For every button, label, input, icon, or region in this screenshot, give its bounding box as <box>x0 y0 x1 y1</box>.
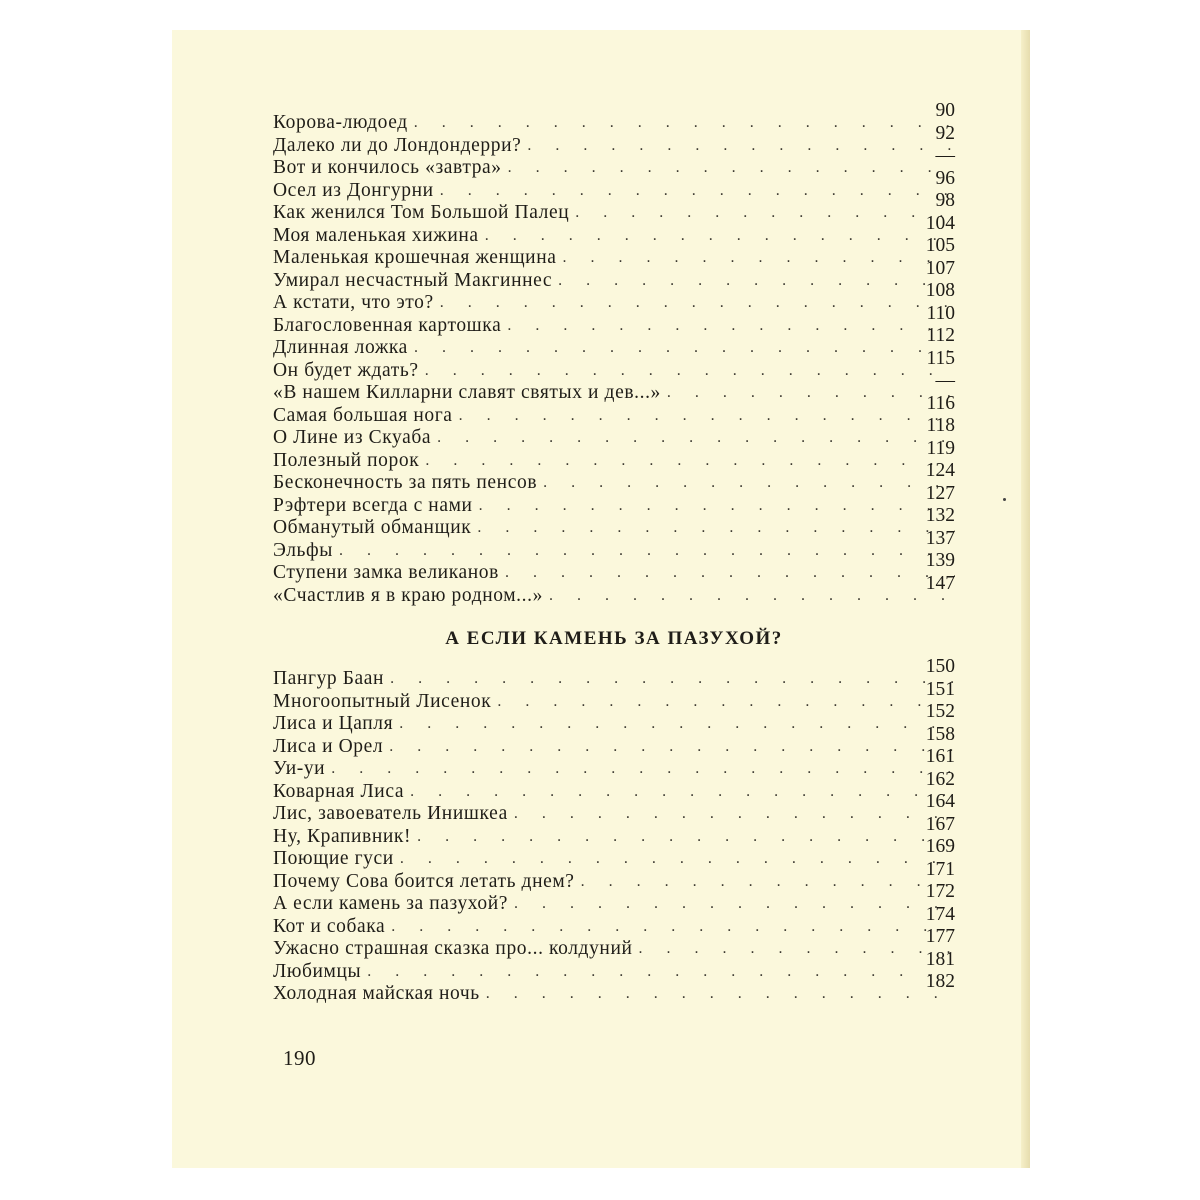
toc-entry-page: 161 <box>925 746 955 767</box>
toc-entry-title: Ну, Крапивник! <box>273 825 412 847</box>
toc-entry-page: 107 <box>925 257 955 279</box>
toc-entry-page: 162 <box>925 768 955 790</box>
dot-leader <box>410 781 955 804</box>
toc-entry-title: Самая большая нога <box>273 404 453 426</box>
toc-entry-page: 182 <box>925 971 955 992</box>
toc-entry-title: Лиса и Орел <box>273 735 384 757</box>
toc-entry-page: 112 <box>926 325 955 346</box>
dot-leader <box>390 668 955 691</box>
toc-entry-title: «В нашем Килларни славят святых и дев...» <box>273 382 661 403</box>
toc-entry-title: Полезный порок <box>273 449 420 471</box>
toc-entry-title: Далеко ли до Лондондерри? <box>273 134 522 156</box>
dot-leader <box>414 112 955 135</box>
toc-entry <box>273 656 955 691</box>
dot-leader <box>543 472 955 495</box>
toc-entry-page: 98 <box>935 190 955 211</box>
toc-entry-page: 169 <box>925 836 955 857</box>
toc-entry-page: 108 <box>925 280 955 301</box>
toc-entry-page: 167 <box>925 813 955 835</box>
dot-leader <box>549 585 955 608</box>
toc-entry-title: Лис, завоеватель Инишкеа <box>273 803 508 824</box>
toc-entry-page: 181 <box>925 948 955 970</box>
toc-entry-title: Многоопытный Лисенок <box>273 690 492 712</box>
toc-entry-title: Благословенная картошка <box>273 314 502 336</box>
toc-entry-page: — <box>935 145 955 166</box>
toc-entry-page: 147 <box>925 572 955 594</box>
dot-leader <box>477 517 955 540</box>
toc-entry-title: Моя маленькая хижина <box>273 224 479 246</box>
toc-entry-title: Ужасно страшная сказка про... колдуний <box>273 938 633 959</box>
dot-leader <box>437 427 955 450</box>
toc-entry-title: Умирал несчастный Макгиннес <box>273 269 553 291</box>
toc-entry-title: Длинная ложка <box>273 337 408 358</box>
toc-entry-title: Рэфтери всегда с нами <box>273 494 473 516</box>
toc-entry-page: 132 <box>925 505 955 526</box>
toc-entry-title: «Счастлив я в краю родном...» <box>273 584 543 606</box>
dot-leader <box>400 848 955 871</box>
dot-leader <box>459 405 955 428</box>
paper-speck <box>1003 498 1006 501</box>
toc-entry-page: 110 <box>926 302 955 324</box>
dot-leader <box>391 916 955 939</box>
toc-entry-title: Кот и собака <box>273 915 386 937</box>
toc-entry-title: Холодная майская ночь <box>273 983 480 1004</box>
toc-entry-title: Пангур Баан <box>273 668 385 689</box>
toc-entry-title: Почему Сова боится летать днем? <box>273 870 575 892</box>
section-heading: А ЕСЛИ КАМЕНЬ ЗА ПАЗУХОЙ? <box>445 628 783 649</box>
toc-entry-title: Корова-людоед <box>273 112 408 133</box>
page-edge <box>1021 30 1030 1168</box>
toc-entry-page: 158 <box>925 723 955 745</box>
toc-entry-page: 172 <box>925 881 955 902</box>
dot-leader <box>440 292 955 315</box>
dot-leader <box>575 202 955 225</box>
toc-entry-page: — <box>935 370 955 391</box>
dot-leader <box>514 893 955 916</box>
dot-leader <box>497 691 955 714</box>
toc-entry-page: 104 <box>925 212 955 234</box>
toc-entry-title: Как женился Том Большой Палец <box>273 202 570 223</box>
toc-entry-title: Любимцы <box>273 960 362 982</box>
toc-list-section-1 <box>273 100 955 607</box>
dot-leader <box>486 983 955 1006</box>
toc-entry-page: 96 <box>935 167 955 189</box>
dot-leader <box>417 826 955 849</box>
page-number: 190 <box>283 1046 316 1070</box>
dot-leader <box>527 135 955 158</box>
toc-entry-title: Маленькая крошечная женщина <box>273 247 557 268</box>
dot-leader <box>514 803 955 826</box>
dot-leader <box>339 540 955 563</box>
toc-entry-title: О Лине из Скуаба <box>273 427 432 448</box>
dot-leader <box>479 495 955 518</box>
dot-leader <box>425 450 955 473</box>
dot-leader <box>558 270 955 293</box>
toc-entry-title: Бесконечность за пять пенсов <box>273 472 538 493</box>
dot-leader <box>563 247 955 270</box>
toc-entry-page: 150 <box>925 656 955 677</box>
toc-entry-page: 137 <box>925 527 955 549</box>
toc-entry-page: 177 <box>925 926 955 947</box>
toc-entry-page: 118 <box>926 415 955 436</box>
toc-entry-page: 152 <box>925 701 955 722</box>
dot-leader <box>508 157 955 180</box>
dot-leader <box>581 871 955 894</box>
toc-entry-title: Поющие гуси <box>273 848 394 869</box>
dot-leader <box>389 736 955 759</box>
toc-entry-page: 105 <box>925 235 955 256</box>
dot-leader <box>425 360 955 383</box>
toc-list-section-2 <box>273 656 955 1006</box>
toc-entry-page: 90 <box>935 100 955 121</box>
toc-entry-page: 174 <box>925 903 955 925</box>
toc-entry-title: А кстати, что это? <box>273 292 434 313</box>
toc-entry-title: Он будет ждать? <box>273 359 419 381</box>
toc-entry-title: Коварная Лиса <box>273 780 405 802</box>
toc-entry-title: Обманутый обманщик <box>273 517 472 538</box>
toc-entry-page: 171 <box>925 858 955 880</box>
toc-entry-page: 139 <box>925 550 955 571</box>
toc-entry <box>273 100 955 135</box>
toc-entry-title: Вот и кончилось «завтра» <box>273 157 502 178</box>
dot-leader <box>440 180 955 203</box>
toc-entry-page: 119 <box>926 437 955 459</box>
dot-leader <box>414 337 955 360</box>
toc-entry-title: Осел из Донгурни <box>273 179 434 201</box>
toc-entry-page: 164 <box>925 791 955 812</box>
toc-entry-title: Эльфы <box>273 539 333 561</box>
dot-leader <box>399 713 955 736</box>
toc-entry-page: 124 <box>925 460 955 481</box>
toc-entry-page: 151 <box>925 678 955 700</box>
toc-entry-page: 115 <box>926 347 955 369</box>
dot-leader <box>367 961 955 984</box>
toc-entry-page: 127 <box>925 482 955 504</box>
dot-leader <box>485 225 955 248</box>
dot-leader <box>331 758 955 781</box>
dot-leader <box>507 315 955 338</box>
dot-leader <box>505 562 955 585</box>
toc-entry-title: Ступени замка великанов <box>273 562 499 583</box>
toc-entry-page: 116 <box>926 392 955 414</box>
toc-entry-title: А если камень за пазухой? <box>273 893 509 914</box>
toc-entry-page: 92 <box>935 122 955 144</box>
toc-entry-title: Лиса и Цапля <box>273 713 394 734</box>
toc-entry-title: Уи-уи <box>273 758 326 779</box>
